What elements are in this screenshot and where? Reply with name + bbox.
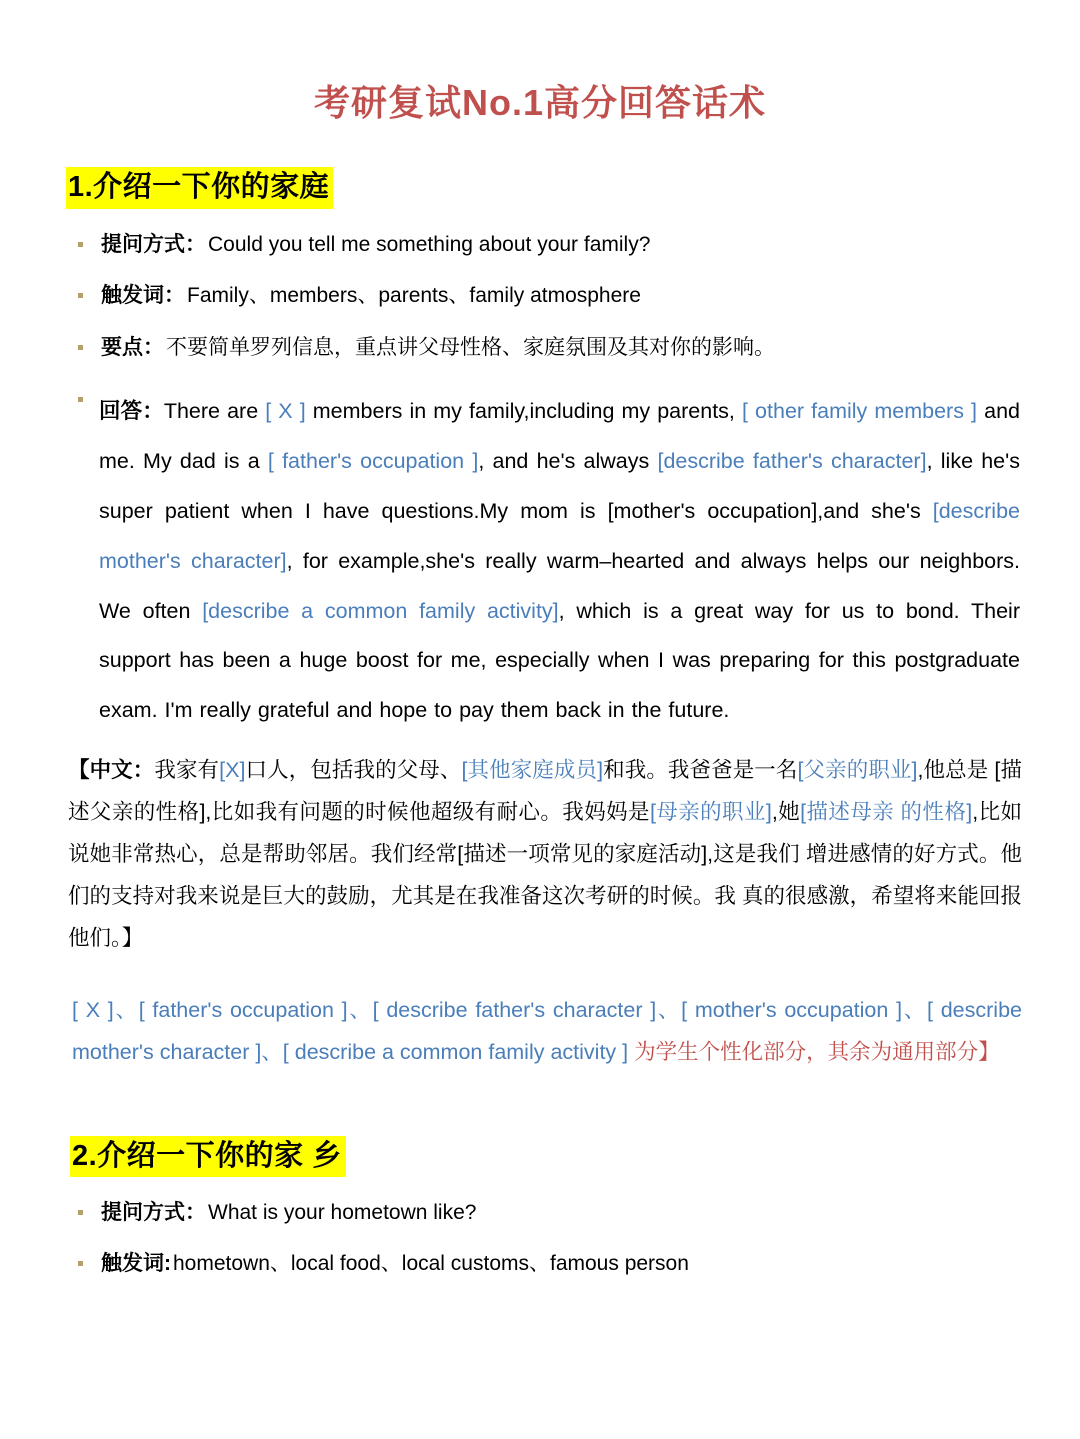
trigger-row bbox=[78, 1248, 1080, 1280]
page-title: 考研复试No.1高分回答话术 bbox=[313, 82, 766, 123]
text-run-placeholder: [describe a common family activity] bbox=[202, 598, 559, 623]
trigger-value: hometown、local food、local customs、famous person bbox=[173, 1252, 689, 1276]
text-run-red: 为学生个性化部分，其余为通用部分】 bbox=[634, 1039, 1000, 1064]
trigger-label: 触发词： bbox=[101, 284, 185, 308]
text-run-placeholder: [ X ] bbox=[265, 399, 306, 424]
bullet-square-icon bbox=[78, 345, 83, 350]
text-run-placeholder: [父亲的职业] bbox=[797, 758, 918, 783]
chinese-translation bbox=[68, 750, 1022, 960]
bullet-square-icon bbox=[78, 1210, 83, 1215]
text-run-placeholder: [describe father's character] bbox=[657, 448, 927, 473]
answer-row bbox=[78, 387, 1020, 736]
text-run-plain: , and he's always bbox=[478, 448, 658, 473]
answer-rich-text bbox=[99, 399, 1020, 722]
placeholder-legend bbox=[72, 990, 1022, 1074]
text-run-plain: , like he's super patient when I have questions.My mom is [mother's occupation],and she's bbox=[99, 448, 1020, 523]
trigger-label: 触发词: bbox=[101, 1252, 171, 1276]
text-run-plain: members in my family,including my parents, bbox=[305, 399, 742, 424]
text-run-placeholder: [ X ]、[ father's occupation ]、[ describe father's character ]、[ mother's occupation ]、[ describe mother's character ]、[ describe a common family activity ] bbox=[72, 997, 1022, 1064]
answer-body bbox=[99, 387, 1020, 736]
question-value: What is your hometown like? bbox=[208, 1200, 477, 1224]
question-label: 提问方式： bbox=[101, 1200, 206, 1224]
trigger-value: Family、members、parents、family atmosphere bbox=[187, 284, 641, 308]
section-1-heading bbox=[66, 167, 1080, 208]
section-family bbox=[0, 167, 1080, 1073]
section-2-heading bbox=[70, 1136, 1080, 1177]
text-run-placeholder: [X] bbox=[219, 758, 246, 783]
section-2-bullets bbox=[0, 1197, 1080, 1280]
text-run-placeholder: [ father's occupation ] bbox=[267, 448, 479, 473]
keypoint-row bbox=[78, 332, 1080, 364]
text-run-placeholder: [describe mother's character] bbox=[99, 498, 1020, 573]
question-value: Could you tell me something about your family? bbox=[208, 232, 651, 256]
answer-label: 回答： bbox=[99, 399, 164, 424]
text-run-plain: 口人，包括我的父母、 bbox=[245, 758, 462, 783]
text-run-plain: , which is a great way for us to bond. Their support has been a huge boost for me, especially when I was preparing for this postgraduate exam. I'm really grateful and hope to pay them back in the future. bbox=[99, 598, 1020, 723]
text-run-plain: 我家有 bbox=[154, 758, 220, 783]
text-run-placeholder: [母亲的职业] bbox=[649, 800, 772, 825]
trigger-row bbox=[78, 280, 1080, 312]
keypoint-value: 不要简单罗列信息，重点讲父母性格、家庭氛围及其对你的影响。 bbox=[166, 335, 775, 359]
text-run-plain: ,她 bbox=[771, 800, 801, 825]
question-label: 提问方式： bbox=[101, 232, 206, 256]
question-row bbox=[78, 1197, 1080, 1229]
section-1-bullets bbox=[0, 229, 1080, 364]
section-2-heading-text: 2.介绍一下你的家 乡 bbox=[70, 1136, 346, 1177]
section-1-heading-text: 1.介绍一下你的家庭 bbox=[66, 167, 333, 208]
bullet-square-icon bbox=[78, 293, 83, 298]
text-run-plain: 和我。我爸爸是一名 bbox=[603, 758, 798, 783]
keypoint-label: 要点： bbox=[101, 335, 164, 359]
text-run-plain: There are bbox=[163, 399, 266, 424]
text-run-lead: 【中文： bbox=[68, 758, 155, 783]
bullet-square-icon bbox=[78, 397, 83, 402]
bullet-square-icon bbox=[78, 242, 83, 247]
section-hometown bbox=[0, 1136, 1080, 1280]
text-run-plain: ,比如说她非常热心，总是帮助邻居。我们经常[描述一项常见的家庭活动],这是我们 增进感情的好方式。他们的支持对我来说是巨大的鼓励，尤其是在我准备这次考研的时候。我 真的很感激，希望将来能回报他们。】 bbox=[68, 800, 1023, 950]
text-run-placeholder: [其他家庭成员] bbox=[461, 758, 604, 783]
bullet-square-icon bbox=[78, 1261, 83, 1266]
question-row bbox=[78, 229, 1080, 261]
text-run-plain: , for example,she's really warm–hearted and always helps our neighbors. We often bbox=[99, 548, 1020, 623]
text-run-placeholder: [描述母亲 的性格] bbox=[800, 800, 973, 825]
text-run-plain: ,他总是 [描述父亲的性格],比如我有问题的时候他超级有耐心。我妈妈是 bbox=[68, 758, 1022, 825]
text-run-plain: and me. My dad is a bbox=[99, 399, 1020, 473]
text-run-placeholder: [ other family members ] bbox=[742, 399, 978, 424]
